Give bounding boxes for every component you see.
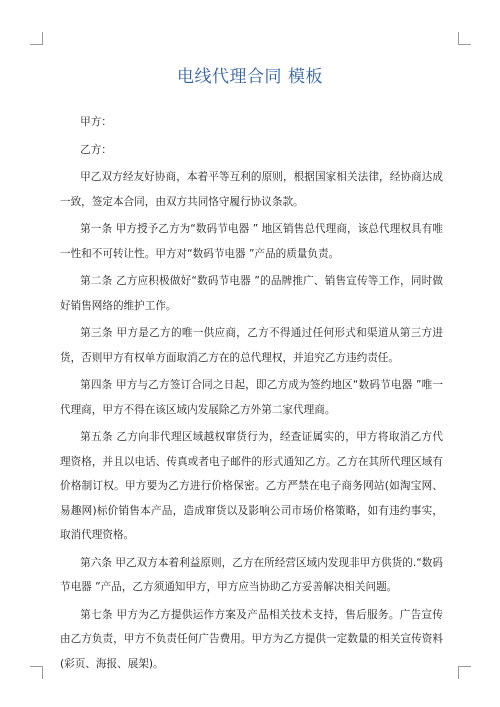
document-body	[60, 110, 443, 679]
paragraph-preamble: 甲乙双方经友好协商，本着平等互利的原则，根据国家相关法律，经协商达成一致，签定本合同，由双方共同恪守履行协议条款。	[60, 171, 443, 208]
document-title: 电线代理合同 模板	[177, 67, 323, 87]
page-corner-mark-bottom-left	[30, 666, 43, 679]
page-corner-mark-top-right	[458, 32, 471, 45]
paragraph-article-5: 第五条 乙方向非代理区域越权窜货行为，经查证属实的，甲方将取消乙方代理资格，并且以电话、传真或者电子邮件的形式通知乙方。乙方在其所代理区域有价格制订权。甲方要为乙方进行价格保密。乙方严禁在电子商务网站(如淘宝网、易趣网)标价销售本产品，造成窜货以及影响公司市场价格策略，如有违约事实，取消代理资格。	[60, 431, 443, 541]
paragraph-article-7: 第七条 甲方为乙方提供运作方案及产品相关技术支持，售后服务。广告宣传由乙方负责，甲方不负责任何广告费用。甲方为乙方提供一定数量的相关宣传资料(彩页、海报、展架)。	[60, 608, 443, 670]
paragraph-article-3: 第三条 甲方是乙方的唯一供应商，乙方不得通过任何形式和渠道从第三方进货，否则甲方有权单方面取消乙方在的总代理权，并追究乙方违约责任。	[60, 327, 443, 364]
party-a-label: 甲方：	[80, 116, 112, 128]
party-b-label: 乙方：	[80, 143, 112, 156]
page-corner-mark-bottom-right	[458, 666, 471, 679]
paragraph-article-4: 第四条 甲方与乙方签订合同之日起，即乙方成为签约地区“数码节电器 ”唯一代理商，甲方不得在该区域内发展除乙方外第二家代理商。	[60, 379, 443, 416]
paragraph-article-2: 第二条 乙方应积极做好“数码节电器 ”的品牌推广、销售宣传等工作，同时做好销售网络的维护工作。	[60, 275, 443, 312]
paragraph-article-1: 第一条 甲方授予乙方为“数码节电器 ” 地区销售总代理商，该总代理权具有唯一性和不可转让性。甲方对“数码节电器 ”产品的质量负责。	[60, 223, 443, 260]
page-corner-mark-top-left	[30, 32, 43, 45]
paragraph-article-6: 第六条 甲乙双方本着利益原则，乙方在所经营区域内发现非甲方供货的.“数码节电器 ”产品，乙方须通知甲方，甲方应当协助乙方妥善解决相关问题。	[60, 556, 443, 593]
